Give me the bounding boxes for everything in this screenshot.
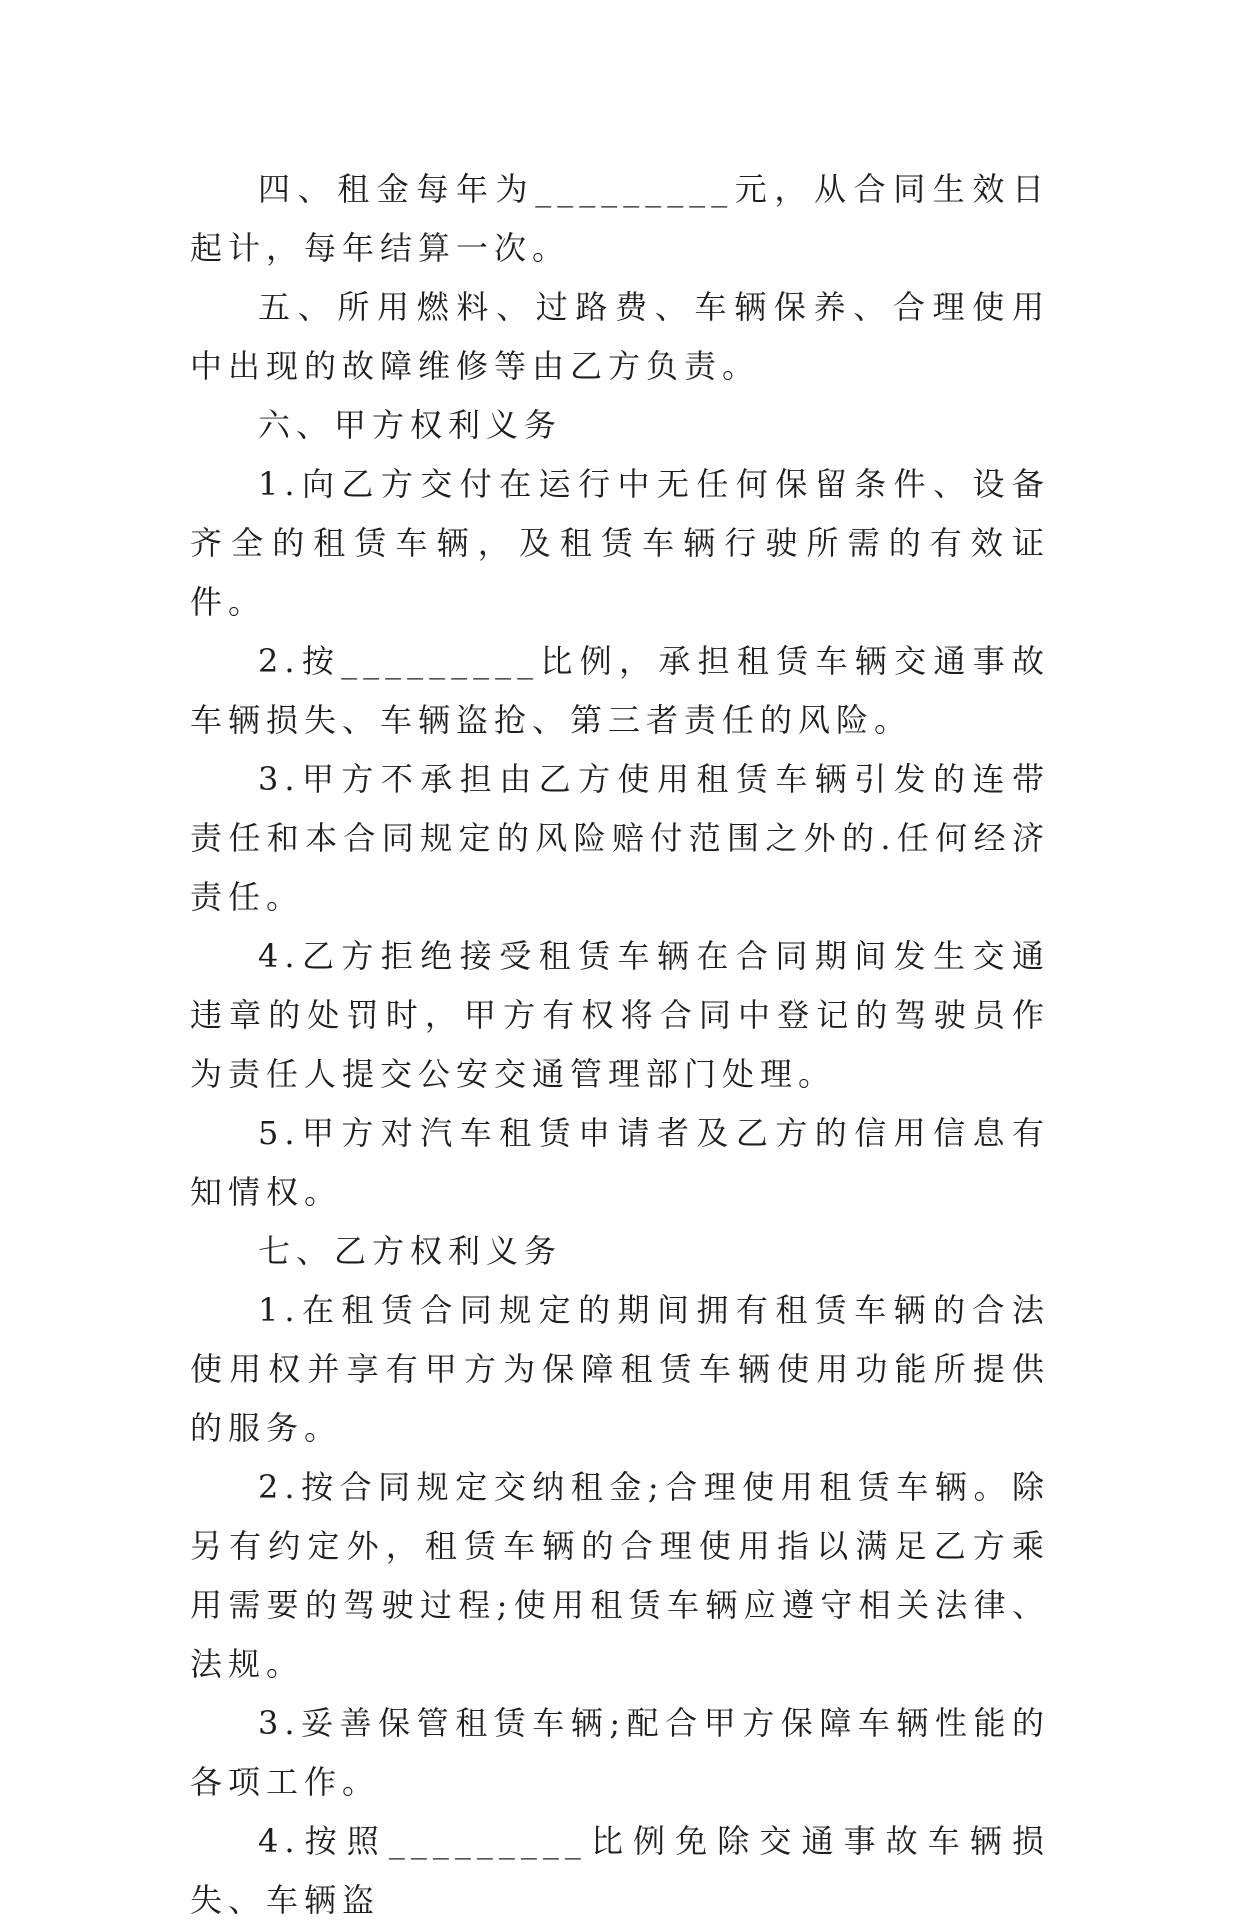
party-a-item-3: 3.甲方不承担由乙方使用租赁车辆引发的连带责任和本合同规定的风险赔付范围之外的.任何经济责任。 [190,760,1050,916]
party-a-item-2: 2.按_________比例，承担租赁车辆交通事故车辆损失、车辆盗抢、第三者责任的风险。 [190,642,1050,739]
party-b-item-1: 1.在租赁合同规定的期间拥有租赁车辆的合法使用权并享有甲方为保障租赁车辆使用功能所提供的服务。 [190,1291,1050,1447]
document-body [190,160,1050,1930]
party-b-item-4: 4.按照_________比例免除交通事故车辆损失、车辆盗 [190,1822,1050,1919]
party-a-item-5: 5.甲方对汽车租赁申请者及乙方的信用信息有知情权。 [190,1114,1050,1211]
clause-fuel-maintenance: 五、所用燃料、过路费、车辆保养、合理使用中出现的故障维修等由乙方负责。 [190,288,1050,385]
party-a-item-1: 1.向乙方交付在运行中无任何保留条件、设备齐全的租赁车辆，及租赁车辆行驶所需的有效证件。 [190,465,1050,621]
section-heading-party-b: 七、乙方权利义务 [258,1232,563,1270]
clause-rent: 四、租金每年为_________元，从合同生效日起计，每年结算一次。 [190,170,1050,267]
section-heading-party-a: 六、甲方权利义务 [258,406,563,444]
party-a-item-4: 4.乙方拒绝接受租赁车辆在合同期间发生交通违章的处罚时，甲方有权将合同中登记的驾驶员作为责任人提交公安交通管理部门处理。 [190,937,1050,1093]
party-b-item-3: 3.妥善保管租赁车辆;配合甲方保障车辆性能的各项工作。 [190,1704,1050,1801]
party-b-item-2: 2.按合同规定交纳租金;合理使用租赁车辆。除另有约定外，租赁车辆的合理使用指以满足乙方乘用需要的驾驶过程;使用租赁车辆应遵守相关法律、法规。 [190,1468,1050,1683]
